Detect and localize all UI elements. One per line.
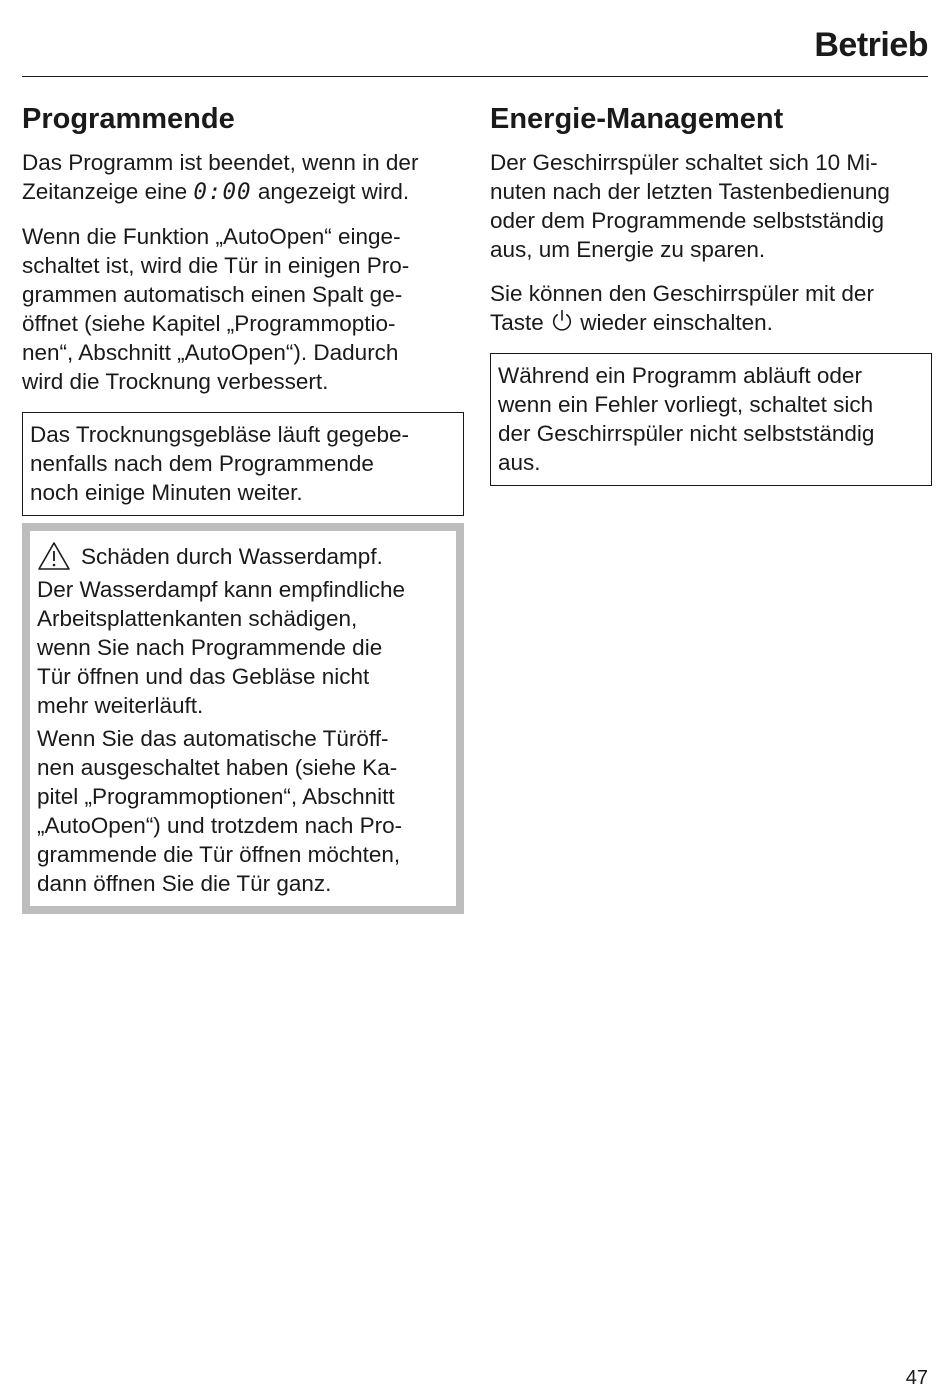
left-column <box>22 100 464 914</box>
info-note-text-right: Während ein Programm abläuft oder wenn ein Fehler vorliegt, schaltet sich der Geschirrspüler nicht selbstständig aus. <box>498 363 875 475</box>
header-divider <box>22 76 928 77</box>
section-heading-energie-management: Energie-Management <box>490 103 784 135</box>
warning-title-row <box>37 541 449 571</box>
info-note-box <box>22 412 464 516</box>
warning-box <box>22 523 464 914</box>
paragraph-power-button-part1: Sie können den Geschirrspüler mit der Taste <box>490 281 874 335</box>
info-note-text: Das Trocknungsgebläse läuft gegebe- nenfalls nach dem Programmende noch einige Minuten weiter. <box>30 422 409 505</box>
paragraph-program-end <box>22 148 464 207</box>
info-note-box-right <box>490 353 932 486</box>
paragraph-power-button <box>490 279 932 337</box>
page-header-title: Betrieb <box>814 26 928 64</box>
paragraph-power-button-part2: wieder einschalten. <box>574 310 773 335</box>
power-icon <box>550 309 574 333</box>
right-column <box>490 100 932 486</box>
warning-text-2: Wenn Sie das automatische Türöff- nen ausgeschaltet haben (siehe Ka- pitel „Programmoptionen“, Abschnitt „AutoOpen“) und trotzdem nach Pro- grammende die Tür öffnen möchten, dann öffnen Sie die Tür ganz. <box>37 726 403 896</box>
warning-title: Schäden durch Wasserdampf. <box>81 543 383 569</box>
paragraph-autoopen: Wenn die Funktion „AutoOpen“ einge- schaltet ist, wird die Tür in einigen Pro- grammen automatisch einen Spalt ge- öffnet (siehe Kapitel „Programmoptio- nen“, Abschnitt „AutoOpen“). Dadurch wird die Trocknung verbessert. <box>22 224 410 394</box>
page-number: 47 <box>905 1367 928 1389</box>
warning-text-1: Der Wasserdampf kann empfindliche Arbeitsplattenkanten schädigen, wenn Sie nach Programmende die Tür öffnen und das Gebläse nicht mehr weiterläuft. <box>37 577 406 718</box>
section-heading-programmende: Programmende <box>22 103 235 135</box>
paragraph-program-end-part1: Das Programm ist beendet, wenn in der Zeitanzeige eine <box>22 150 419 204</box>
warning-triangle-icon <box>37 541 71 571</box>
time-display-value: 0:00 <box>193 179 252 205</box>
paragraph-program-end-part2: angezeigt wird. <box>251 179 410 204</box>
paragraph-auto-off: Der Geschirrspüler schaltet sich 10 Mi- nuten nach der letzten Tastenbedienung oder dem Programmende selbstständig aus, um Energie zu sparen. <box>490 150 890 262</box>
